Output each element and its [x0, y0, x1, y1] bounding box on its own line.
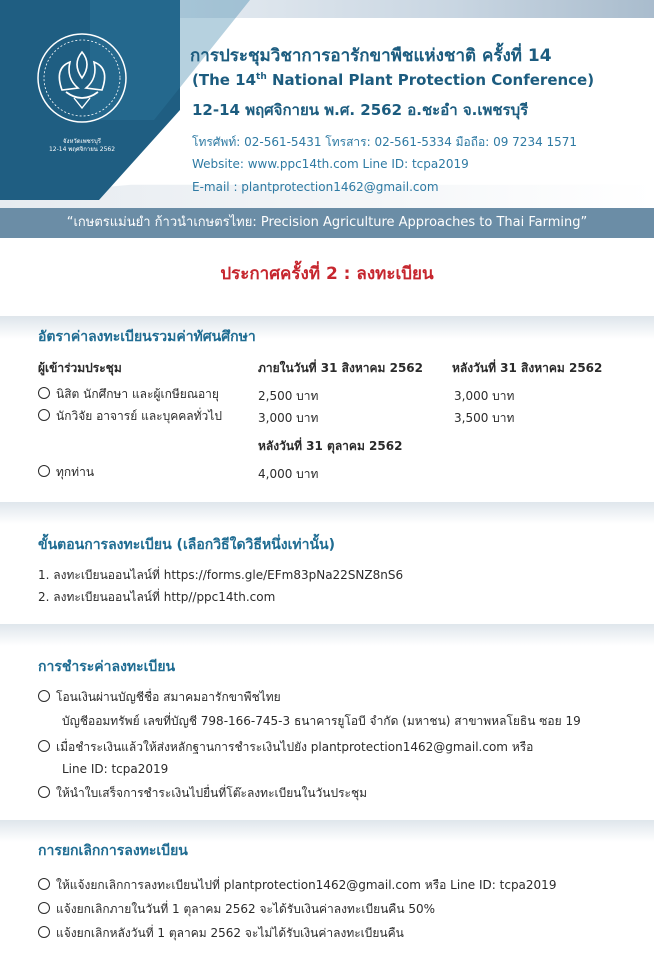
fees-col-participant: ผู้เข้าร่วมประชุม [38, 361, 122, 375]
radio-icon[interactable] [38, 465, 50, 477]
section-band [0, 624, 654, 646]
header [0, 0, 654, 208]
radio-icon [38, 690, 50, 702]
logo-caption [30, 138, 134, 154]
payment-item-3 [38, 784, 367, 803]
radio-icon [38, 740, 50, 752]
conference-title-english [192, 71, 594, 89]
payment-item-1 [38, 688, 281, 707]
payment-title: การชำระค่าลงทะเบียน [38, 659, 176, 675]
contact-email[interactable]: E-mail : plantprotection1462@gmail.com [192, 180, 439, 194]
logo-caption-date: 12-14 พฤศจิกายน 2562 [48, 146, 116, 153]
steps-title: ขั้นตอนการลงทะเบียน (เลือกวิธีใดวิธีหนึ่งเท่านั้น) [38, 537, 335, 553]
logo-caption-province: จังหวัดเพชรบุรี [63, 138, 101, 145]
fees-late-header: หลังวันที่ 31 ตุลาคม 2562 [258, 439, 403, 453]
conference-title-thai: การประชุมวิชาการอารักขาพืชแห่งชาติ ครั้งที่ 14 [190, 46, 552, 66]
conference-theme-bar: “เกษตรแม่นยำ ก้าวนำเกษตรไทย: Precision Agriculture Approaches to Thai Farming” [0, 208, 654, 238]
fees-title: อัตราค่าลงทะเบียนรวมค่าทัศนศึกษา [38, 329, 256, 345]
title-en-pre: (The 14 [192, 71, 257, 89]
fees-col-after: หลังวันที่ 31 สิงหาคม 2562 [452, 361, 603, 375]
radio-icon [38, 926, 50, 938]
step-item-1[interactable]: 1. ลงทะเบียนออนไลน์ที่ https://forms.gle/EFm83pNa22SNZ8nS6 [38, 568, 404, 582]
fees-row-2[interactable] [38, 407, 222, 426]
cancel-item-3 [38, 924, 404, 943]
section-band [0, 502, 654, 524]
fees-row-label: นิสิต นักศึกษา และผู้เกษียณอายุ [56, 387, 219, 401]
cancel-item-text: ให้แจ้งยกเลิกการลงทะเบียนไปที่ plantprotection1462@gmail.com หรือ Line ID: tcpa2019 [56, 878, 557, 892]
fees-col-before: ภายในวันที่ 31 สิงหาคม 2562 [258, 361, 423, 375]
contact-phone: โทรศัพท์: 02-561-5431 โทรสาร: 02-561-5334 มือถือ: 09 7234 1571 [192, 135, 578, 149]
conference-logo-icon [32, 28, 132, 138]
payment-item-1-line-1: โอนเงินผ่านบัญชีชื่อ สมาคมอารักขาพืชไทย [56, 690, 281, 704]
fees-row-1-after: 3,000 บาท [454, 389, 515, 403]
payment-item-2-line-1: เมื่อชำระเงินแล้วให้ส่งหลักฐานการชำระเงินไปยัง plantprotection1462@gmail.com หรือ [56, 740, 534, 754]
payment-item-2 [38, 738, 533, 757]
cancel-item-1 [38, 876, 556, 895]
payment-section [0, 624, 654, 820]
announcement-title: ประกาศครั้งที่ 2 : ลงทะเบียน [220, 264, 434, 284]
contact-website[interactable]: Website: www.ppc14th.com Line ID: tcpa2019 [192, 157, 469, 171]
payment-item-2-line-2: Line ID: tcpa2019 [62, 762, 169, 776]
radio-icon [38, 902, 50, 914]
fees-row-late[interactable] [38, 463, 94, 482]
fees-row-2-before: 3,000 บาท [258, 411, 319, 425]
cancel-item-text: แจ้งยกเลิกหลังวันที่ 1 ตุลาคม 2562 จะไม่ได้รับเงินค่าลงทะเบียนคืน [56, 926, 404, 940]
radio-icon [38, 786, 50, 798]
announcement-block [0, 238, 654, 316]
cancel-item-2 [38, 900, 435, 919]
radio-icon[interactable] [38, 409, 50, 421]
cancel-title: การยกเลิกการลงทะเบียน [38, 843, 188, 859]
fees-row-1[interactable] [38, 385, 219, 404]
radio-icon[interactable] [38, 387, 50, 399]
fees-section [0, 316, 654, 502]
cancellation-section [0, 820, 654, 960]
section-band [0, 820, 654, 842]
fees-row-1-before: 2,500 บาท [258, 389, 319, 403]
title-en-post: National Plant Protection Conference) [266, 71, 595, 89]
conference-date-place: 12-14 พฤศจิกายน พ.ศ. 2562 อ.ชะอำ จ.เพชรบุรี [192, 101, 529, 119]
cancel-item-text: แจ้งยกเลิกภายในวันที่ 1 ตุลาคม 2562 จะได้รับเงินค่าลงทะเบียนคืน 50% [56, 902, 436, 916]
payment-item-1-line-2: บัญชีออมทรัพย์ เลขที่บัญชี 798-166-745-3 ธนาคารยูโอบี จำกัด (มหาชน) สาขาพหลโยธิน ซอย 19 [62, 714, 581, 728]
fees-row-label: ทุกท่าน [56, 465, 95, 479]
payment-item-3-text: ให้นำใบเสร็จการชำระเงินไปยื่นที่โต๊ะลงทะเบียนในวันประชุม [56, 786, 368, 800]
step-item-2[interactable]: 2. ลงทะเบียนออนไลน์ที่ http//ppc14th.com [38, 590, 276, 604]
fees-row-2-after: 3,500 บาท [454, 411, 515, 425]
radio-icon [38, 878, 50, 890]
fees-row-label: นักวิจัย อาจารย์ และบุคคลทั่วไป [56, 409, 222, 423]
title-en-sup: th [256, 72, 267, 82]
fees-late-fee: 4,000 บาท [258, 467, 319, 481]
registration-steps-section [0, 502, 654, 624]
